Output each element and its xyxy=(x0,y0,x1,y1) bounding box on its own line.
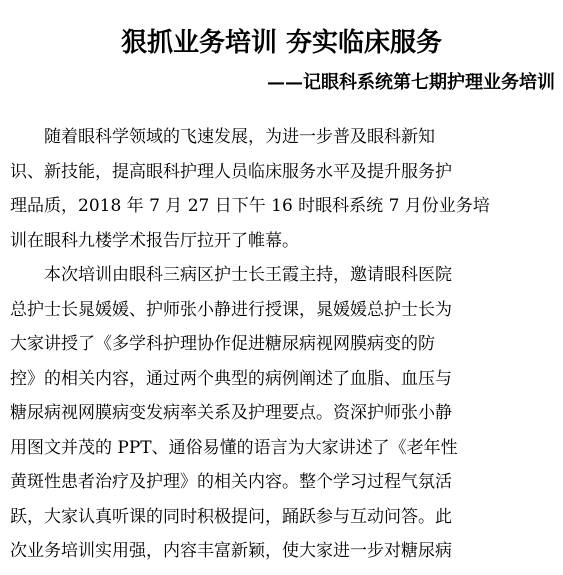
page-subtitle: ——记眼科系统第七期护理业务培训 xyxy=(267,72,555,93)
paragraph-1 xyxy=(10,120,555,258)
paragraph-line: 黄斑性患者治疗及护理》的相关内容。整个学习过程气氛活 xyxy=(10,472,452,492)
article-body xyxy=(10,120,555,569)
page-title: 狠抓业务培训 夯实临床服务 xyxy=(120,28,443,58)
paragraph-line: 次业务培训实用强，内容丰富新颖，使大家进一步对糖尿病 xyxy=(10,541,452,561)
paragraph-line: 本次培训由眼科三病区护士长王霞主持，邀请眼科医院 xyxy=(44,265,452,285)
paragraph-line: 跃，大家认真听课的同时积极提问，踊跃参与互动问答。此 xyxy=(10,506,452,527)
paragraph-line: 控》的相关内容，通过两个典型的病例阐述了血脂、血压与 xyxy=(10,368,452,389)
paragraph-line: 训在眼科九楼学术报告厅拉开了帷幕。 xyxy=(10,230,299,251)
paragraph-line: 用图文并茂的 PPT、通俗易懂的语言为大家讲述了《老年性 xyxy=(10,437,458,458)
paragraph-line: 总护士长晁媛媛、护师张小静进行授课，晁媛媛总护士长为 xyxy=(10,299,452,320)
paragraph-2 xyxy=(10,258,555,569)
paragraph-line: 随着眼科学领域的飞速发展，为进一步普及眼科新知 xyxy=(44,127,435,147)
paragraph-line: 理品质，2018 年 7 月 27 日下午 16 时眼科系统 7 月份业务培 xyxy=(10,196,490,216)
paragraph-line: 识、新技能，提高眼科护理人员临床服务水平及提升服务护 xyxy=(10,161,452,182)
paragraph-line: 大家讲授了《多学科护理协作促进糖尿病视网膜病变的防 xyxy=(10,334,435,354)
paragraph-line: 糖尿病视网膜病变发病率关系及护理要点。资深护师张小静 xyxy=(10,403,452,423)
